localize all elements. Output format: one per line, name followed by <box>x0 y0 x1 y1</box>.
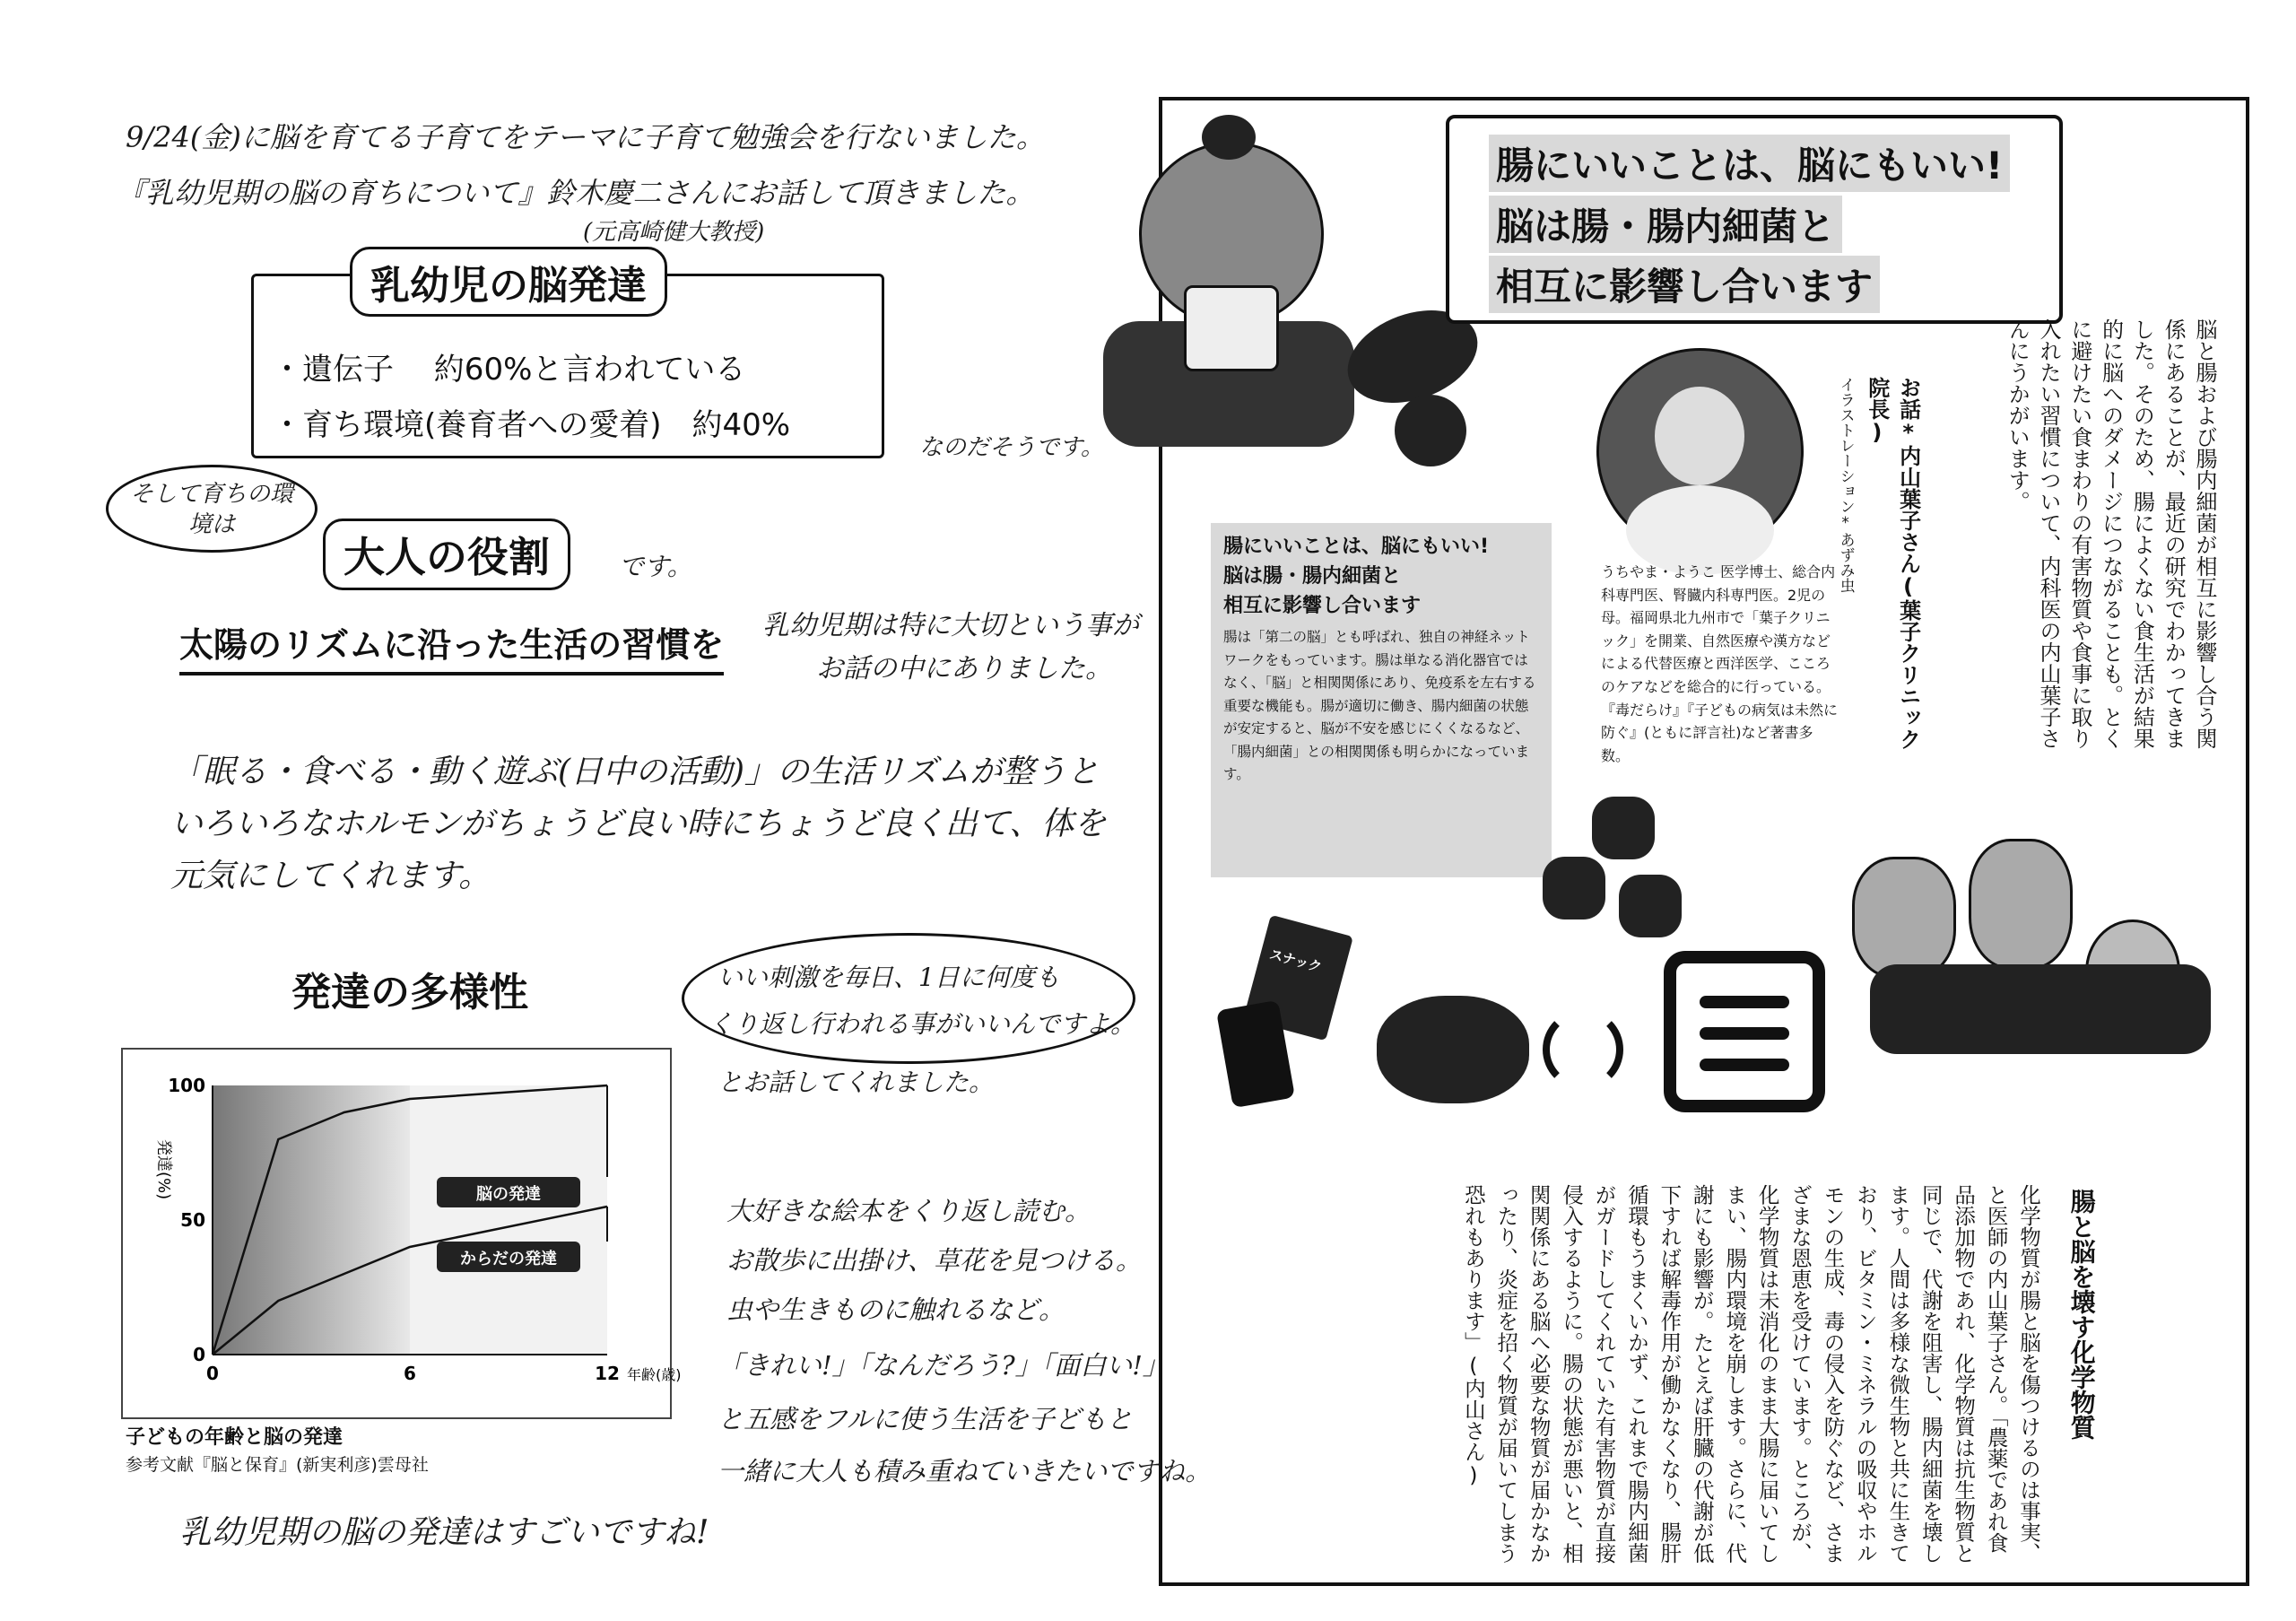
chart-y-tick-label: 50 <box>180 1209 205 1231</box>
chart-y-axis-label: 発達(%) <box>154 1139 173 1200</box>
info-box-h1: 腸にいいことは、脳にもいい! <box>1223 536 1490 558</box>
sun-note-2: お話の中にありました。 <box>816 653 1112 684</box>
intestine-illustration <box>1655 942 1834 1121</box>
intro-line-2: 『乳幼児期の脳の育ちについて』鈴木慶二さんにお話して頂きました。 <box>117 176 1035 210</box>
chart-x-tick-label: 0 <box>206 1363 219 1384</box>
stim-bubble <box>682 933 1135 1064</box>
snack-label: スナック <box>1267 946 1324 976</box>
development-chart-svg <box>123 1050 682 1417</box>
activities-line-2: お散歩に出掛け、草花を見つける。 <box>726 1245 1142 1276</box>
fruit-icon <box>1395 395 1466 466</box>
rhythm-line-3: 元気にしてくれます。 <box>170 858 491 894</box>
info-box-h3: 相互に影響し合います <box>1223 595 1422 617</box>
stim-line-2: くり返し行われる事がいいんですよ。 <box>709 1009 1136 1039</box>
info-box-h2: 脳は腸・腸内細菌と <box>1223 565 1402 588</box>
stim-line-1: いい刺激を毎日、1日に何度も <box>718 963 1060 992</box>
role-lead-bubble <box>106 465 317 553</box>
chart-caption: 子どもの年齢と脳の発達 <box>126 1426 344 1449</box>
germ-icon-3 <box>1619 875 1682 937</box>
brain-dev-item-2: ・育ち環境(養育者への愛着) 約40% <box>272 407 791 443</box>
closing-remark: 乳幼児期の脳の発達はすごいですね! <box>179 1514 709 1551</box>
chart-series-label-2: からだの発達 <box>460 1250 557 1268</box>
role-title: 大人の役割 <box>323 519 570 590</box>
article-intro-body: 脳と腸および腸内細菌が相互に影響し合う関係にあることが、最近の研究でわかってきました。そのため、腸によくない食生活が結果的に脳へのダメージにつながることも。とくに避けたい食まわりの有害物質や食事に取り入れたい習慣について、内科医の内山葉子さんにうかがいます。 <box>2005 318 2217 749</box>
info-box <box>1211 523 1552 877</box>
chart-y-tick-label: 0 <box>193 1344 205 1365</box>
activities-line-5: と五感をフルに使う生活を子どもと <box>718 1404 1133 1434</box>
chart-series-label-1: 脳の発達 <box>476 1185 541 1204</box>
chart-reference: 参考文献『脳と保育』(新実利彦)雲母社 <box>126 1455 429 1475</box>
headline-line-2: 脳は腸・腸内細菌と <box>1489 196 1842 253</box>
chart-x-tick-label: 12 <box>595 1363 620 1384</box>
headline-line-3: 相互に影響し合います <box>1489 256 1880 313</box>
germ-icon-2 <box>1543 857 1605 919</box>
activities-line-1: 大好きな絵本をくり返し読む。 <box>726 1196 1091 1226</box>
brain-illustration <box>1377 996 1529 1103</box>
development-chart <box>121 1048 682 1419</box>
germ-icon-1 <box>1592 797 1655 859</box>
vegetable-characters-illustration <box>1834 803 2229 1108</box>
chart-x-axis-label: 年齢(歳) <box>627 1366 682 1383</box>
chart-y-tick-label: 100 <box>168 1075 205 1096</box>
sun-title: 太陽のリズムに沿った生活の習慣を <box>179 617 724 675</box>
section-title: 腸と脳を壊す化学物質 <box>2066 1189 2097 1440</box>
intro-line-1: 9/24(金)に脳を育てる子育てをテーマに子育て勉強会を行ないました。 <box>126 120 1045 154</box>
chart-shade-right <box>410 1085 607 1355</box>
article-byline: お話*内山葉子さん(葉子クリニック院長) <box>1864 377 1921 750</box>
intro-credit: (元高崎健大教授) <box>583 219 765 246</box>
rhythm-line-2: いろいろなホルモンがちょうど良い時にちょうど良く出て、体を <box>170 806 1107 842</box>
section-body: 化学物質が腸と脳を傷つけるのは事実、と医師の内山葉子さん。「農薬であれ食品添加物であれ、化学物質は抗生物質と同じで、代謝を阻害し、腸内細菌を壊します。人間は多様な微生物と共に生きており、ビタミン・ミネラルの吸収やホルモンの生成、毒の侵入を防ぐなど、さまざまな恩恵を受けています。ところが、化学物質は未消化のまま大腸に届いてしまい、腸内環境を崩します。さらに、代謝にも影響が。たとえば肝臓の代謝が低下すれば解毒作用が働かなくなり、腸肝循環もうまくいかず、これまで腸内細菌がガードしてくれていた有害物質が直接侵入するように。腸の状態が悪いと、相関関係にある脳へ必要な物質が届かなかったり、炎症を招く物質が届いてしまう恐れもあります」(内山さん) <box>1460 1184 2041 1564</box>
activities-line-4: 「きれい!」「なんだろう?」「面白い!」 <box>718 1350 1169 1381</box>
info-box-body: 腸は「第二の脳」とも呼ばれ、独自の神経ネットワークをもっています。腸は単なる消化器官ではなく、「脳」と相関関係にあり、免疫系を左右する重要な機能も。腸が適切に働き、腸内細菌の状態が安定すると、脳が不安を感じにくくなるなど、「腸内細菌」との相関関係も明らかになっています。 <box>1223 629 1536 783</box>
snack-illustration <box>1220 915 1363 1103</box>
character-illustration <box>1085 106 1390 456</box>
role-tail: です。 <box>619 552 692 581</box>
diversity-title: 発達の多様性 <box>291 970 528 1015</box>
brain-dev-title: 乳幼児の脳発達 <box>350 247 667 317</box>
profile-text: うちやま・ようこ 医学博士、総合内科専門医、腎臓内科専門医。2児の母。福岡県北九州市で「葉子クリニック」を開業、自然医療や漢方などによる代替医療と西洋医学、こころのケアなどを総合的に行っている。『毒だらけ』『子どもの病気は未然に防ぐ』(ともに評言社)など著書多数。 <box>1601 563 1839 764</box>
brain-dev-note: なのだそうです。 <box>919 434 1104 461</box>
activities-line-6: 一緒に大人も積み重ねていきたいですね。 <box>718 1456 1212 1486</box>
activities-line-3: 虫や生きものに触れるなど。 <box>726 1294 1065 1325</box>
stim-line-3: とお話してくれました。 <box>718 1068 995 1097</box>
role-lead: そして育ちの環境は <box>129 481 293 538</box>
cycle-arrows-icon <box>1543 1009 1623 1090</box>
sun-note-1: 乳幼児期は特に大切という事が <box>762 610 1139 641</box>
brain-dev-item-1: ・遺伝子 約60%と言われている <box>272 352 746 388</box>
article-illustrator: イラストレーション*あずみ虫 <box>1836 377 1855 593</box>
chart-x-tick-label: 6 <box>404 1363 416 1384</box>
rhythm-line-1: 「眠る・食べる・動く遊ぶ(日中の活動)」の生活リズムが整うと <box>170 754 1100 790</box>
headline-line-1: 腸にいいことは、脳にもいい! <box>1489 135 2010 192</box>
portrait-photo <box>1596 348 1804 555</box>
